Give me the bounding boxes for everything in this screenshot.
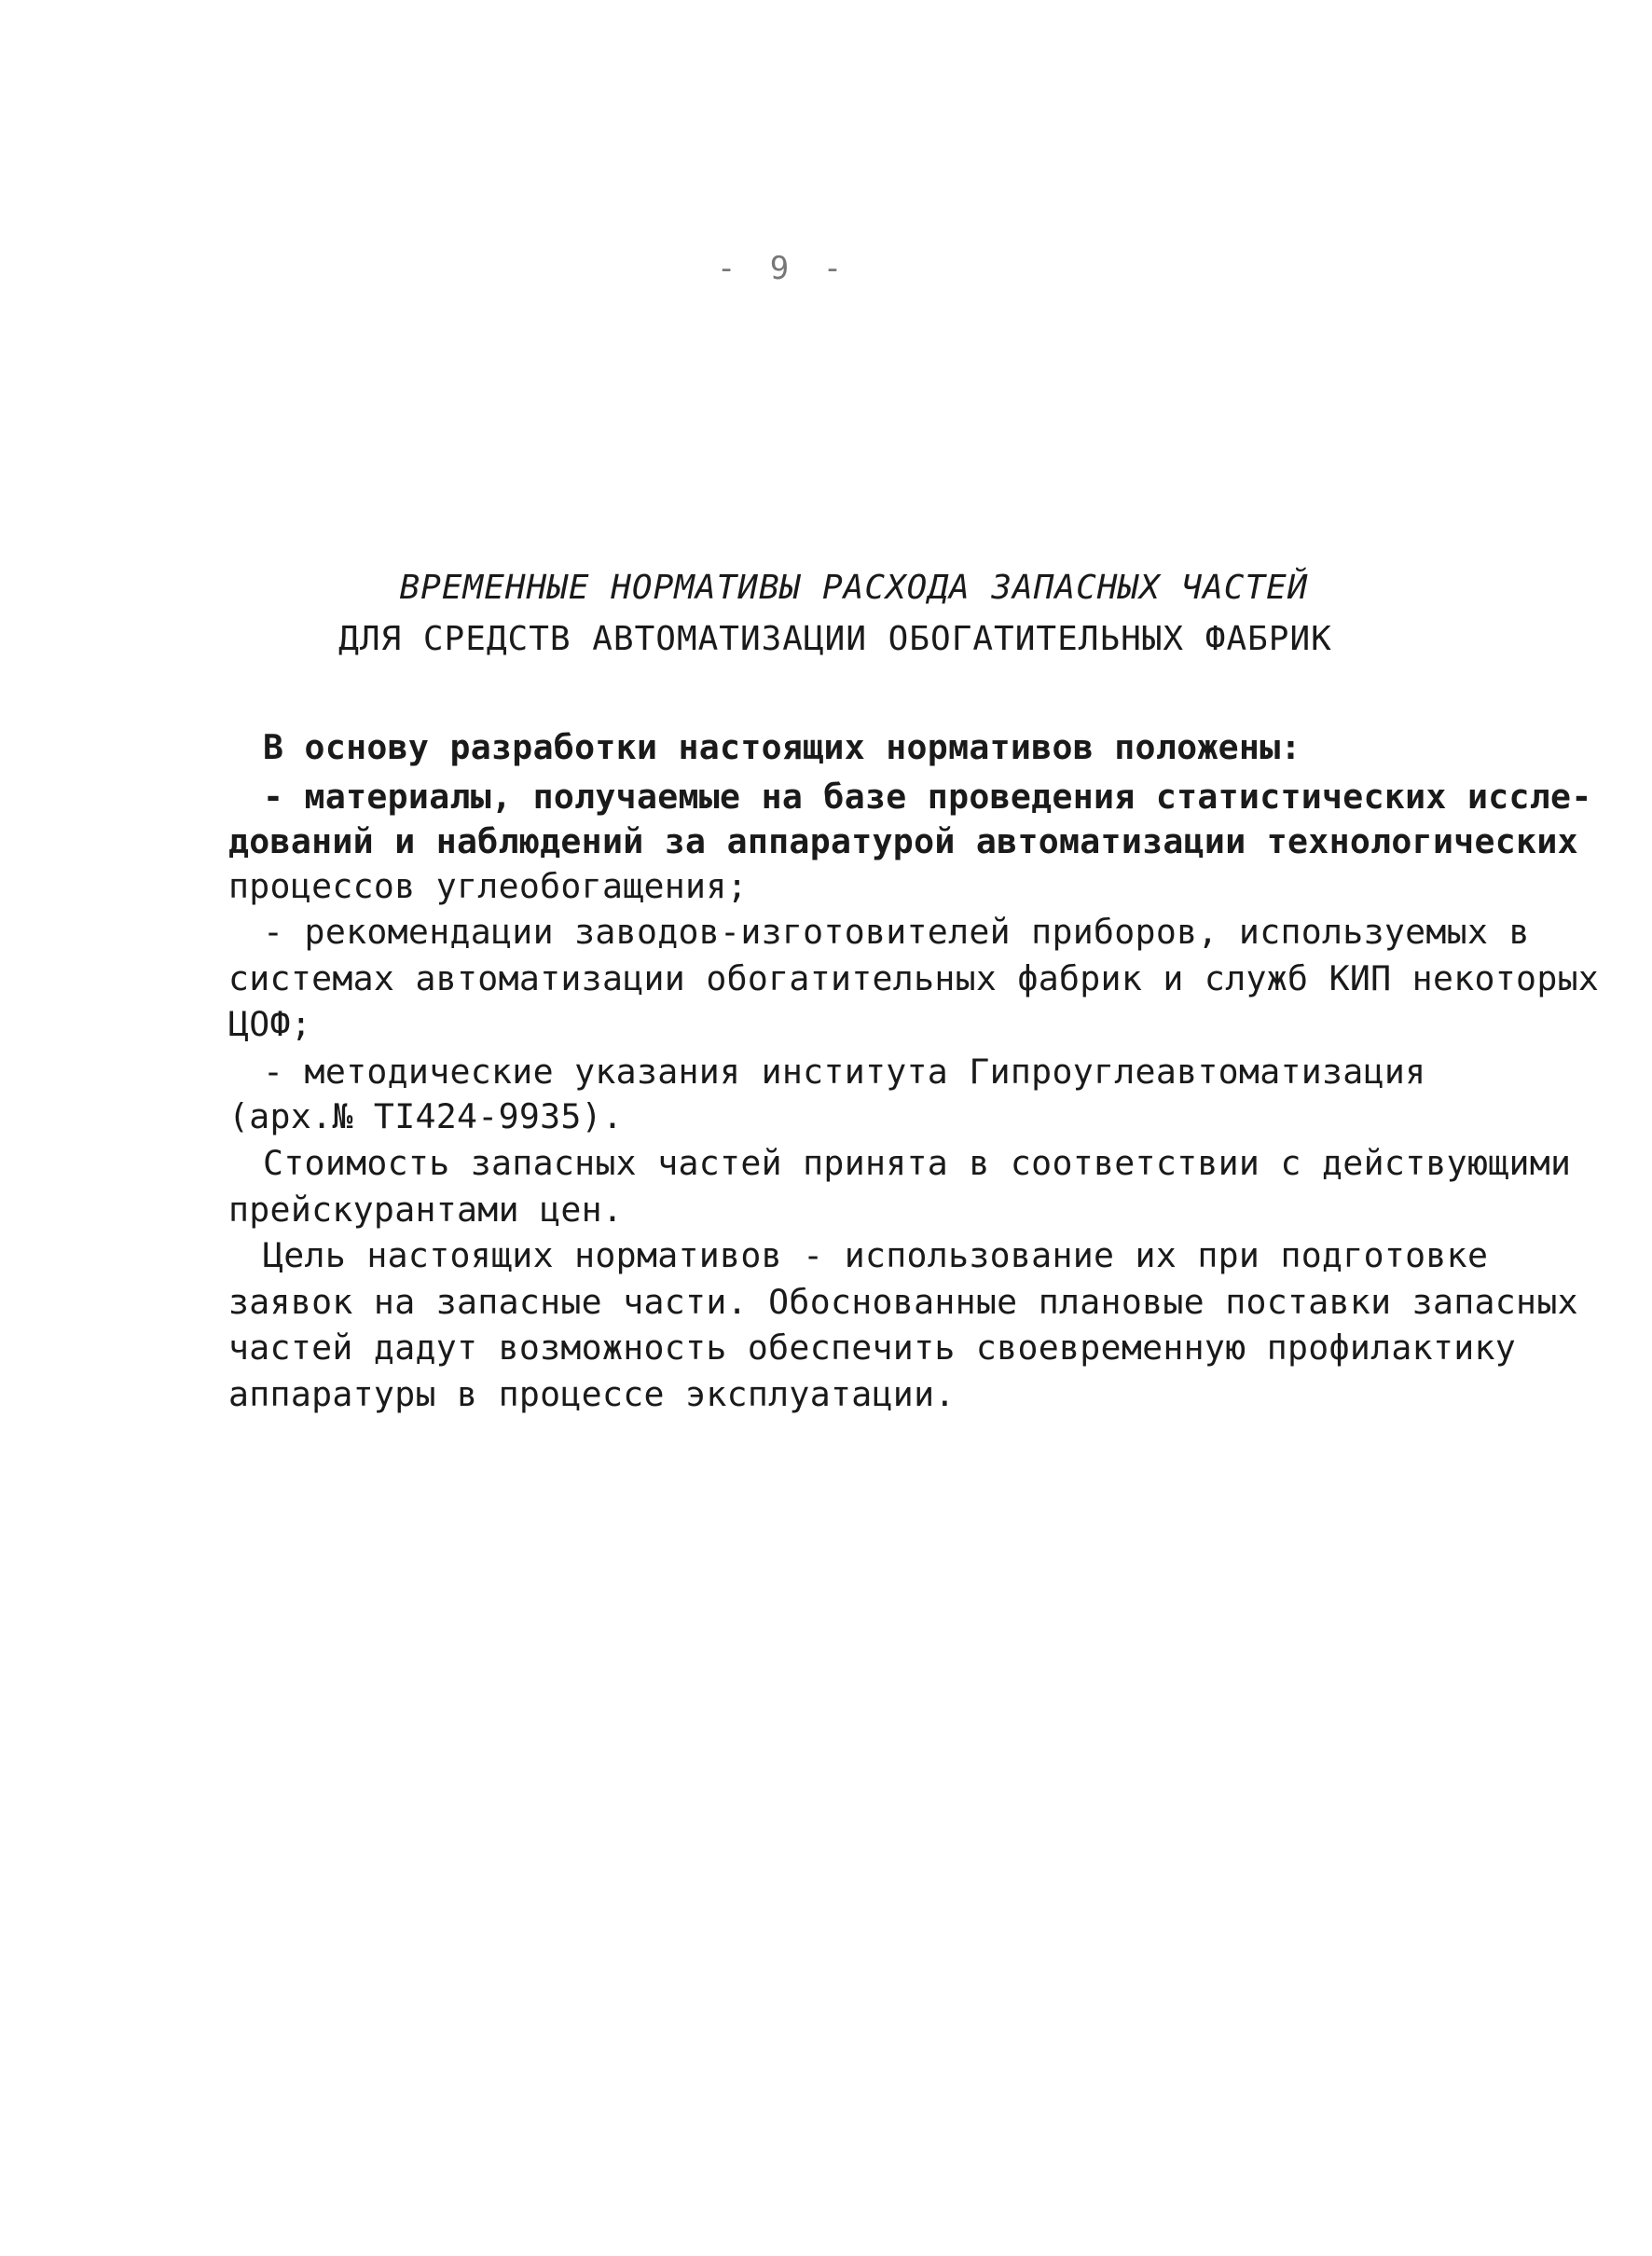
body-line: (арх.№ TI424-9935). xyxy=(228,1096,624,1136)
body-line: ЦОФ; xyxy=(228,1004,312,1044)
body-line: системах автоматизации обогатительных фабрик и служб КИП некоторых xyxy=(228,958,1600,998)
body-line: - методические указания института Гипроуглеавтоматизация xyxy=(263,1052,1426,1092)
body-line: заявок на запасные части. Обоснованные плановые поставки запасных xyxy=(228,1282,1578,1322)
document-title-line-1: ВРЕМЕННЫЕ НОРМАТИВЫ РАСХОДА ЗАПАСНЫХ ЧАСТЕЙ xyxy=(399,569,1309,607)
body-line: Стоимость запасных частей принята в соответствии с действующими xyxy=(263,1143,1572,1183)
body-line: В основу разработки настоящих нормативов положены: xyxy=(263,727,1301,767)
body-line: частей дадут возможность обеспечить своевременную профилактику xyxy=(228,1327,1517,1368)
body-line: прейскурантами цен. xyxy=(228,1190,624,1230)
document-title-line-2: ДЛЯ СРЕДСТВ АВТОМАТИЗАЦИИ ОБОГАТИТЕЛЬНЫХ ФАБРИК xyxy=(338,620,1332,658)
body-line: аппаратуры в процессе эксплуатации. xyxy=(228,1374,956,1414)
body-line: Цель настоящих нормативов - использование их при подготовке xyxy=(263,1235,1489,1275)
body-line: - рекомендации заводов-изготовителей приборов, используемых в xyxy=(263,912,1530,952)
page-number: - 9 - xyxy=(716,250,850,287)
body-line: - материалы, получаемые на базе проведения статистических иссле- xyxy=(263,777,1592,817)
body-line: дований и наблюдений за аппаратурой автоматизации технологических xyxy=(228,821,1578,861)
body-line: процессов углеобогащения; xyxy=(228,866,748,906)
